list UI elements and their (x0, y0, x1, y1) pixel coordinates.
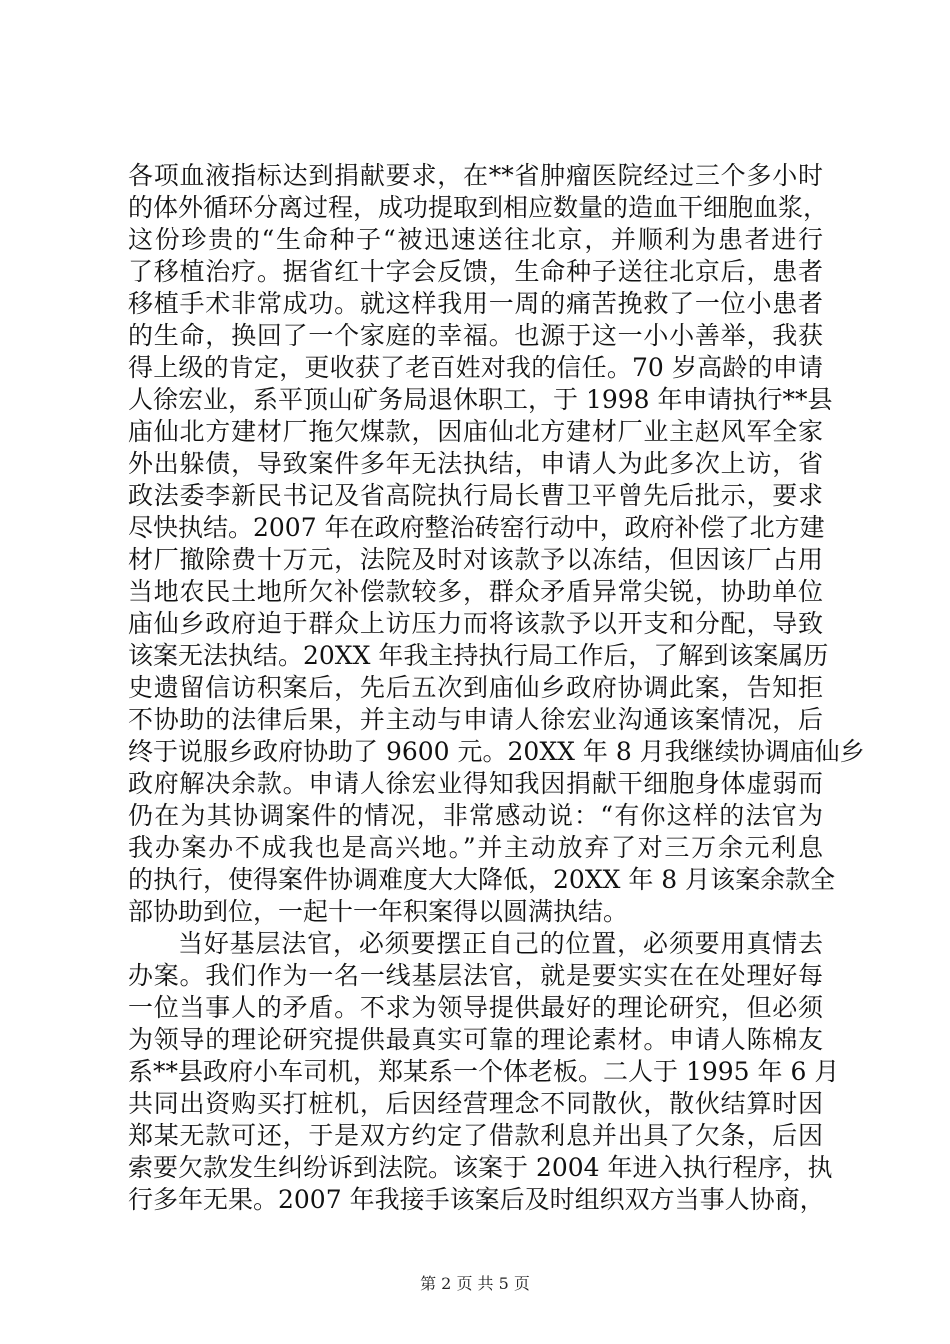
text-line: 的执行，使得案件协调难度大大降低，20XX 年 8 月该案余款全 (128, 865, 836, 894)
body-text (128, 160, 865, 1216)
text-line: 当地农民土地所欠补偿款较多，群众矛盾异常尖锐，协助单位 (128, 577, 823, 606)
text-line: 办案。我们作为一名一线基层法官，就是要实实在在处理好每 (128, 961, 823, 990)
text-line: 史遗留信访积案后，先后五次到庙仙乡政府协调此案，告知拒 (128, 673, 823, 702)
text-line: 了移植治疗。据省红十字会反馈，生命种子送往北京后，患者 (128, 257, 823, 286)
text-line: 一位当事人的矛盾。不求为领导提供最好的理论研究，但必须 (128, 993, 823, 1022)
text-line: 的生命，换回了一个家庭的幸福。也源于这一小小善举，我获 (128, 321, 823, 350)
text-line: 行多年无果。2007 年我接手该案后及时组织双方当事人协商， (128, 1185, 825, 1214)
text-line: 仍在为其协调案件的情况，非常感动说：“有你这样的法官为 (128, 801, 823, 830)
text-line: 终于说服乡政府协助了 9600 元。20XX 年 8 月我继续协调庙仙乡 (128, 737, 865, 766)
text-line: 的体外循环分离过程，成功提取到相应数量的造血干细胞血浆， (128, 193, 829, 222)
text-line: 庙仙北方建材厂拖欠煤款，因庙仙北方建材厂业主赵风军全家 (128, 417, 823, 446)
text-line: 得上级的肯定，更收获了老百姓对我的信任。70 岁高龄的申请 (128, 353, 823, 382)
text-line: 政府解决余款。申请人徐宏业得知我因捐献干细胞身体虚弱而 (128, 769, 823, 798)
text-line: 这份珍贵的“生命种子“被迅速送往北京，并顺利为患者进行 (128, 225, 823, 254)
text-line: 郑某无款可还，于是双方约定了借款利息并出具了欠条，后因 (128, 1121, 823, 1150)
text-line: 共同出资购买打桩机，后因经营理念不同散伙，散伙结算时因 (128, 1089, 823, 1118)
text-line: 材厂撤除费十万元，法院及时对该款予以冻结，但因该厂占用 (128, 545, 823, 574)
text-line: 部协助到位，一起十一年积案得以圆满执结。 (128, 897, 629, 926)
text-line: 政法委李新民书记及省高院执行局长曹卫平曾先后批示，要求 (128, 481, 823, 510)
page-number-footer: 第 2 页 共 5 页 (420, 1274, 530, 1293)
text-line: 各项血液指标达到捐献要求，在**省肿瘤医院经过三个多小时 (128, 161, 823, 190)
text-line: 人徐宏业，系平顶山矿务局退休职工，于 1998 年申请执行**县 (128, 385, 833, 414)
text-line: 系**县政府小车司机，郑某系一个体老板。二人于 1995 年 6 月 (128, 1057, 840, 1086)
text-line: 移植手术非常成功。就这样我用一周的痛苦挽救了一位小患者 (128, 289, 823, 318)
text-line: 不协助的法律后果，并主动与申请人徐宏业沟通该案情况，后 (128, 705, 823, 734)
text-line: 我办案办不成我也是高兴地。”并主动放弃了对三万余元利息 (128, 833, 823, 862)
text-line: 索要欠款发生纠纷诉到法院。该案于 2004 年进入执行程序，执 (128, 1153, 833, 1182)
text-line: 为领导的理论研究提供最真实可靠的理论素材。申请人陈棉友 (128, 1025, 823, 1054)
text-line: 尽快执结。2007 年在政府整治砖窑行动中，政府补偿了北方建 (128, 513, 825, 542)
text-line: 庙仙乡政府迫于群众上访压力而将该款予以开支和分配，导致 (128, 609, 823, 638)
paragraph-start-line: 当好基层法官，必须要摆正自己的位置，必须要用真情去 (178, 929, 823, 958)
text-line: 外出躲债，导致案件多年无法执结，申请人为此多次上访，省 (128, 449, 823, 478)
text-line: 该案无法执结。20XX 年我主持执行局工作后，了解到该案属历 (128, 641, 829, 670)
